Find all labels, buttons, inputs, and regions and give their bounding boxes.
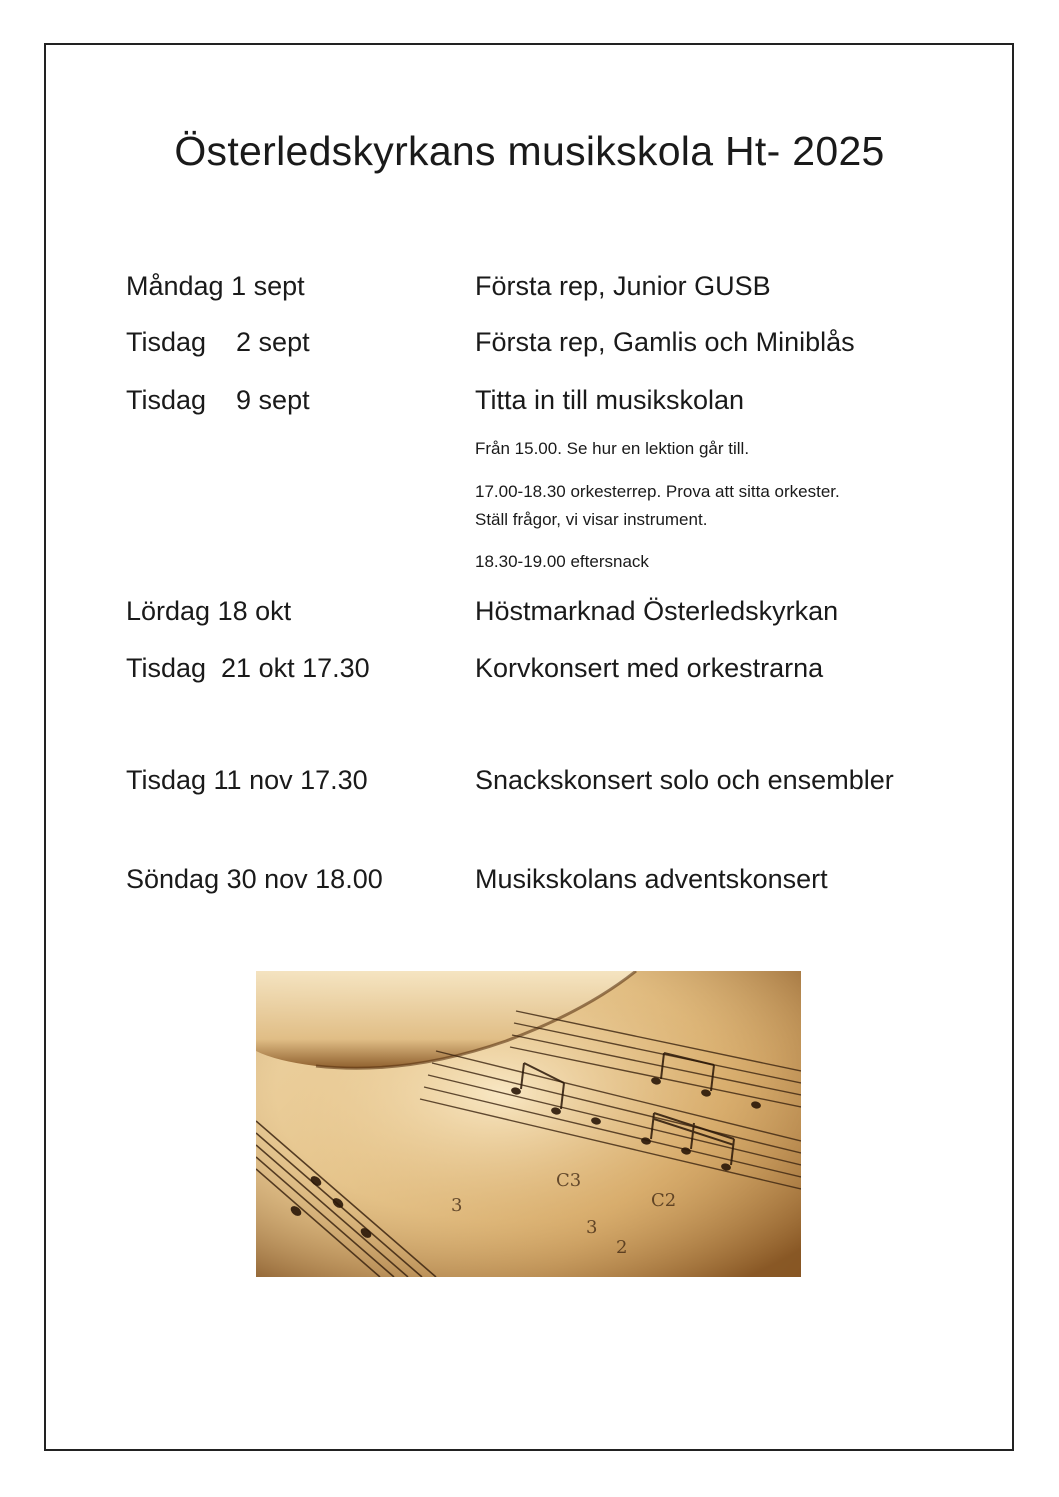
schedule-date: Tisdag 2 sept: [126, 327, 310, 357]
schedule-event: Titta in till musikskolan: [475, 385, 745, 415]
svg-text:3: 3: [451, 1195, 463, 1216]
schedule-event: Musikskolans adventskonsert: [475, 864, 828, 894]
schedule-date: Måndag 1 sept: [126, 271, 305, 301]
page-title: Österledskyrkans musikskola Ht- 2025: [174, 128, 885, 174]
svg-text:3: 3: [586, 1217, 598, 1238]
svg-text:C2: C2: [651, 1190, 677, 1211]
schedule-date: Tisdag 9 sept: [126, 385, 310, 415]
schedule-event: Snackskonsert solo och ensembler: [475, 765, 894, 795]
schedule-date: Söndag 30 nov 18.00: [126, 864, 383, 894]
schedule-date: Tisdag 21 okt 17.30: [126, 653, 370, 683]
svg-text:C3: C3: [556, 1170, 582, 1191]
sheet-music-image: [256, 971, 801, 1277]
svg-text:2: 2: [616, 1237, 628, 1258]
schedule-event: Korvkonsert med orkestrarna: [475, 653, 824, 683]
schedule-event: Höstmarknad Österledskyrkan: [475, 596, 839, 626]
detail-line: Från 15.00. Se hur en lektion går till.: [475, 439, 750, 458]
schedule-date: Tisdag 11 nov 17.30: [126, 765, 368, 795]
schedule-event: Första rep, Gamlis och Miniblås: [475, 327, 855, 357]
schedule-event: Första rep, Junior GUSB: [475, 271, 771, 301]
detail-line: 17.00-18.30 orkesterrep. Prova att sitta orkester.: [475, 482, 840, 501]
detail-line: 18.30-19.00 eftersnack: [475, 552, 649, 571]
detail-line: Ställ frågor, vi visar instrument.: [475, 510, 708, 529]
schedule-date: Lördag 18 okt: [126, 596, 292, 626]
